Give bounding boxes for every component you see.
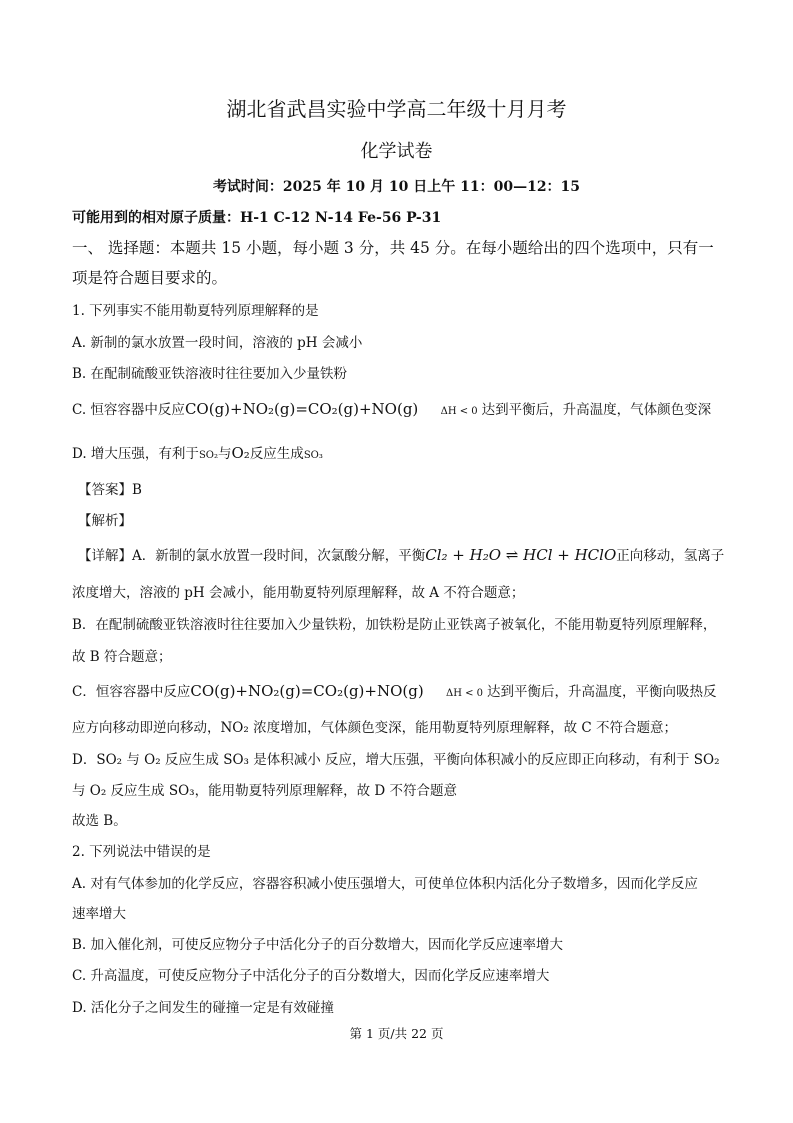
q2-option-b: B. 加入催化剂，可使反应物分子中活化分子的百分数增大，因而化学反应速率增大 [72, 937, 564, 953]
q1-d-prefix: D. 增大压强，有利于 [72, 446, 199, 462]
q1-detail-c-suffix: 达到平衡后，升高温度，平衡向吸热反 [487, 684, 717, 700]
q1-option-b: B. 在配制硫酸亚铁溶液时往往要加入少量铁粉 [72, 366, 348, 382]
q1-c-suffix: 达到平衡后，升高温度，气体颜色变深 [481, 402, 712, 418]
q2-option-a-line2: 速率增大 [72, 906, 126, 922]
q1-detail-b-line2: 故 B 符合题意； [72, 649, 172, 665]
q1-option-d [72, 443, 727, 466]
atomic-mass: 可能用到的相对原子质量：H-1 C-12 N-14 Fe-56 P-31 [72, 210, 442, 226]
q1-c-delta-h: ΔH < 0 [440, 406, 478, 417]
q2-option-d: D. 活化分子之间发生的碰撞一定是有效碰撞 [72, 1000, 334, 1016]
section1-line1: 一、 选择题：本题共 15 小题，每小题 3 分，共 45 分。在每小题给出的四个选项中，只有一 [72, 239, 714, 257]
q1-option-c [72, 399, 727, 422]
exam-title: 湖北省武昌实验中学高二年级十月月考 [226, 97, 567, 121]
q1-d-mid: 与 [218, 446, 232, 462]
q1-d-so2: SO₂ [198, 450, 218, 461]
section1-line2: 项是符合题目要求的。 [72, 269, 228, 287]
q1-analysis-label: 【解析】 [78, 513, 132, 529]
q1-detail-c-line1 [72, 681, 727, 704]
q1-detail-c-line2: 应方向移动即逆向移动，NO₂ 浓度增加，气体颜色变深，能用勒夏特列原理解释，故 C 不符合题意； [72, 720, 677, 736]
exam-time: 考试时间：2025 年 10 月 10 日上午 11：00—12：15 [212, 179, 581, 195]
q1-answer: 【答案】B [78, 482, 142, 498]
q2-option-c: C. 升高温度，可使反应物分子中活化分子的百分数增大，因而化学反应速率增大 [72, 968, 550, 984]
q1-detail-c-equation: CO(g)+NO₂(g)=CO₂(g)+NO(g) [190, 682, 424, 700]
q1-detail-b-line1: B．在配制硫酸亚铁溶液时往往要加入少量铁粉，加铁粉是防止亚铁离子被氧化，不能用勒夏特列原理解释， [72, 617, 717, 633]
q1-detail-a-line1 [78, 545, 733, 566]
q1-d-so3: SO₃ [303, 450, 323, 461]
q1-d-mid2: 反应生成 [249, 446, 304, 462]
q1-detail-c-delta-h: ΔH < 0 [446, 688, 484, 699]
q1-option-a: A. 新制的氯水放置一段时间，溶液的 pH 会减小 [72, 335, 363, 351]
q1-detail-a-prefix: 【详解】A．新制的氯水放置一段时间，次氯酸分解，平衡 [78, 548, 426, 564]
q2-stem: 2. 下列说法中错误的是 [72, 844, 211, 860]
q1-detail-a-line2: 浓度增大，溶液的 pH 会减小，能用勒夏特列原理解释，故 A 不符合题意； [72, 585, 525, 601]
q1-detail-a-suffix: 正向移动，氢离子 [616, 548, 725, 564]
q1-c-prefix: C. 恒容容器中反应 [72, 402, 185, 418]
q1-d-o2: O₂ [231, 444, 250, 462]
q1-conclusion: 故选 B。 [72, 813, 127, 829]
q1-detail-d-line1: D．SO₂ 与 O₂ 反应生成 SO₃ 是体积减小 反应，增大压强，平衡向体积减小的反应即正向移动，有利于 SO₂ [72, 752, 720, 768]
q1-detail-a-equation: Cl₂ + H₂O ⇌ HCl + HClO [425, 546, 617, 564]
exam-subtitle: 化学试卷 [360, 141, 433, 162]
q1-stem: 1. 下列事实不能用勒夏特列原理解释的是 [72, 303, 319, 319]
q2-option-a-line1: A. 对有气体参加的化学反应，容器容积减小使压强增大，可使单位体积内活化分子数增多，因而化学反应 [72, 876, 698, 892]
q1-detail-d-line2: 与 O₂ 反应生成 SO₃，能用勒夏特列原理解释，故 D 不符合题意 [72, 783, 457, 799]
q1-c-equation: CO(g)+NO₂(g)=CO₂(g)+NO(g) [184, 400, 419, 418]
q1-detail-c-prefix: C．恒容容器中反应 [72, 684, 191, 700]
page-footer: 第 1 页/共 22 页 [349, 1026, 444, 1041]
